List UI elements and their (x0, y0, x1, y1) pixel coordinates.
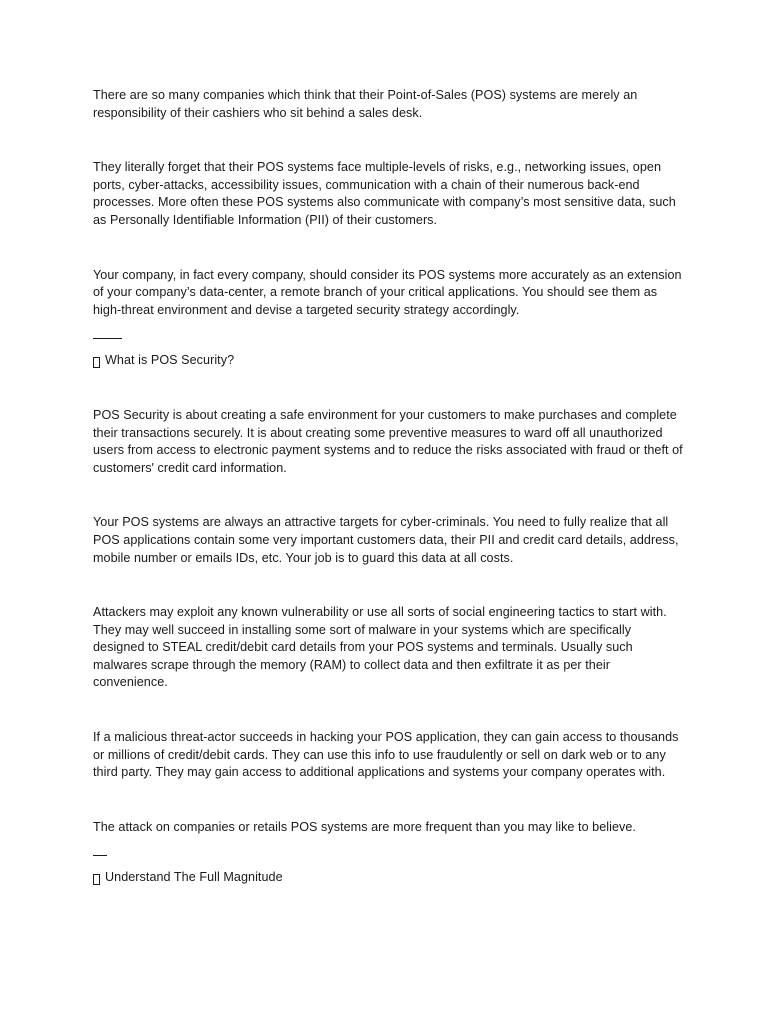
section-heading-pos-security (93, 352, 683, 370)
paragraph-section-4: If a malicious threat-actor succeeds in hacking your POS application, they can gain access to thousands or millions of credit/debit cards. They can use this info to use fraudulently or sell on dark web or to any third party. They may gain access to additional applications and systems your company operates with. (93, 730, 679, 780)
paragraph-intro-2: They literally forget that their POS systems face multiple-levels of risks, e.g., networking issues, open ports, cyber-attacks, accessibility issues, communication with a chain of their numerous back-end processes. More often these POS systems also communicate with company’s most sensitive data, such as Personally Identifiable Information (PII) of their customers. (93, 160, 676, 227)
paragraph-section-1: POS Security is about creating a safe environment for your customers to make purchases and complete their transactions securely. It is about creating some preventive measures to ward off all unauthorized users from access to electronic payment systems and to reduce the risks associated with fraud or theft of customers' credit card information. (93, 407, 683, 475)
missing-glyph-icon (93, 874, 100, 885)
section-heading-label: Understand The Full Magnitude (105, 870, 283, 885)
document-page (93, 87, 683, 887)
paragraph-intro-3: Your company, in fact every company, should consider its POS systems more accurately as an extension of your company’s data-center, a remote branch of your critical applications. You should see them as high-threat environment and devise a targeted security strategy accordingly. (93, 267, 682, 317)
paragraph-section-2: Your POS systems are always an attractive targets for cyber-criminals. You need to fully realize that all POS applications contain some very important customers data, their PII and credit card details, address, mobile number or emails IDs, etc. Your job is to guard this data at all costs. (93, 515, 679, 565)
paragraph-section-5: The attack on companies or retails POS systems are more frequent than you may like to believe. (93, 819, 636, 834)
missing-glyph-icon (93, 357, 100, 368)
section-heading-magnitude (93, 869, 683, 887)
paragraph-intro-1: There are so many companies which think that their Point-of-Sales (POS) systems are merely an responsibility of their cashiers who sit behind a sales desk. (93, 88, 638, 120)
paragraph-section-3: Attackers may exploit any known vulnerability or use all sorts of social engineering tactics to start with. They may well succeed in installing some sort of malware in your systems which are specifically designed to STEAL credit/debit card details from your POS systems and terminals. Usually such malwares scrape through the memory (RAM) to collect data and then exfiltrate it as per their convenience. (93, 605, 667, 690)
section-heading-label: What is POS Security? (105, 353, 235, 368)
